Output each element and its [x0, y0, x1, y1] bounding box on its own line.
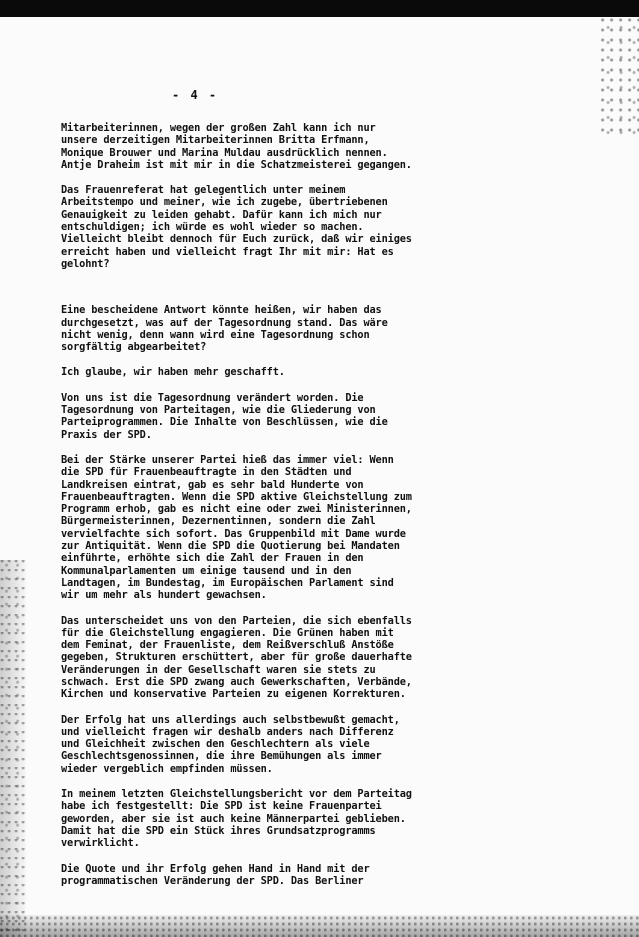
text-line: Antje Draheim ist mit mir in die Schatzmeisterei gegangen. — [61, 158, 412, 171]
page-number: - 4 - — [172, 88, 219, 102]
paragraph — [61, 392, 601, 441]
text-line: und Gleichheit zwischen den Geschlechtern als viele — [61, 738, 370, 751]
text-line: Praxis der SPD. — [61, 428, 152, 441]
text-line: Bei der Stärke unserer Partei hieß das immer viel: Wenn — [61, 453, 394, 466]
text-line: Ich glaube, wir haben mehr geschafft. — [61, 366, 285, 379]
text-line: Die Quote und ihr Erfolg gehen Hand in Hand mit der — [61, 862, 370, 875]
text-line: Tagesordnung von Parteitagen, wie die Gliederung von — [61, 404, 376, 417]
text-line: Von uns ist die Tagesordnung verändert worden. Die — [61, 391, 364, 404]
text-line: sorgfältig abgearbeitet? — [61, 341, 207, 354]
text-line: wir um mehr als hundert gewachsen. — [61, 589, 267, 602]
text-line: schwach. Erst die SPD zwang auch Gewerkschaften, Verbände, — [61, 675, 412, 688]
text-line: Monique Brouwer und Marina Muldau ausdrücklich nennen. — [61, 146, 388, 159]
text-line: Landtagen, im Bundestag, im Europäischen Parlament sind — [61, 576, 394, 589]
text-line: entschuldigen; ich würde es wohl wieder so machen. — [61, 221, 364, 234]
text-line: Kommunalparlamenten um einige tausend und in den — [61, 564, 352, 577]
text-line: durchgesetzt, was auf der Tagesordnung stand. Das wäre — [61, 316, 388, 329]
paragraph — [61, 615, 601, 701]
scan-noise-right — [599, 17, 639, 137]
text-line: Geschlechtsgenossinnen, die ihre Bemühungen als immer — [61, 750, 382, 763]
text-line: nicht wenig, denn wann wird eine Tagesordnung schon — [61, 328, 370, 341]
text-line: gelohnt? — [61, 257, 110, 270]
text-line: Landkreisen eintrat, gab es sehr bald Hunderte von — [61, 478, 364, 491]
text-line: Kirchen und konservative Parteien zu eigenen Korrekturen. — [61, 688, 406, 701]
text-line: dem Feminat, der Frauenliste, dem Reißverschluß Anstöße — [61, 639, 394, 652]
text-line: verwirklicht. — [61, 837, 140, 850]
text-line: Vielleicht bleibt dennoch für Euch zurück, daß wir einiges — [61, 233, 412, 246]
text-line: erreicht haben und vielleicht fragt Ihr mit mir: Hat es — [61, 245, 394, 258]
text-line: habe ich festgestellt: Die SPD ist keine Frauenpartei — [61, 800, 382, 813]
scan-top-edge — [0, 0, 639, 17]
text-line: Programm erhob, gab es nicht eine oder zwei Ministerinnen, — [61, 503, 412, 516]
paragraph — [61, 863, 601, 888]
paragraph — [61, 184, 601, 270]
text-line: Frauenbeauftragten. Wenn die SPD aktive Gleichstellung zum — [61, 490, 412, 503]
text-line: für die Gleichstellung engagieren. Die Grünen haben mit — [61, 626, 394, 639]
paragraph — [61, 714, 601, 775]
text-line: und vielleicht fragen wir deshalb anders nach Differenz — [61, 725, 394, 738]
text-line: Parteiprogrammen. Die Inhalte von Beschlüssen, wie die — [61, 416, 388, 429]
paragraph — [61, 788, 601, 849]
paragraph — [61, 454, 601, 602]
text-line: Das Frauenreferat hat gelegentlich unter meinem — [61, 184, 346, 197]
text-line: geworden, aber sie ist auch keine Männerpartei geblieben. — [61, 812, 406, 825]
text-line: Der Erfolg hat uns allerdings auch selbstbewußt gemacht, — [61, 713, 400, 726]
scan-noise-left — [0, 560, 26, 937]
text-line: programmatischen Veränderung der SPD. Das Berliner — [61, 874, 364, 887]
paragraph — [61, 366, 601, 378]
text-line: einführte, erhöhte sich die Zahl der Frauen in den — [61, 552, 364, 565]
text-line: die SPD für Frauenbeauftragte in den Städten und — [61, 466, 352, 479]
text-line: Damit hat die SPD ein Stück ihres Grundsatzprogramms — [61, 824, 376, 837]
text-line: gegeben, Strukturen erschüttert, aber für große dauerhafte — [61, 651, 412, 664]
paragraph — [61, 304, 601, 353]
text-line: Das unterscheidet uns von den Parteien, die sich ebenfalls — [61, 614, 412, 627]
scan-bottom-edge — [0, 915, 639, 937]
text-line: unsere derzeitigen Mitarbeiterinnen Britta Erfmann, — [61, 134, 370, 147]
text-line: wieder vergeblich empfinden müssen. — [61, 762, 273, 775]
text-line: Veränderungen in der Gesellschaft waren sie stets zu — [61, 663, 376, 676]
text-line: zur Antiquität. Wenn die SPD die Quotierung bei Mandaten — [61, 540, 400, 553]
text-line: Mitarbeiterinnen, wegen der großen Zahl kann ich nur — [61, 122, 376, 134]
text-line: vervielfachte sich sofort. Das Gruppenbild mit Dame wurde — [61, 527, 406, 540]
paragraph — [61, 122, 601, 171]
text-line: Bürgermeisterinnen, Dezernentinnen, sondern die Zahl — [61, 515, 376, 528]
body-text — [61, 122, 601, 887]
text-line: Arbeitstempo und meiner, wie ich zugebe, übertriebenen — [61, 196, 388, 209]
text-line: In meinem letzten Gleichstellungsbericht vor dem Parteitag — [61, 788, 412, 801]
text-line: Genauigkeit zu leiden gehabt. Dafür kann ich mich nur — [61, 208, 382, 221]
text-line: Eine bescheidene Antwort könnte heißen, wir haben das — [61, 304, 382, 317]
